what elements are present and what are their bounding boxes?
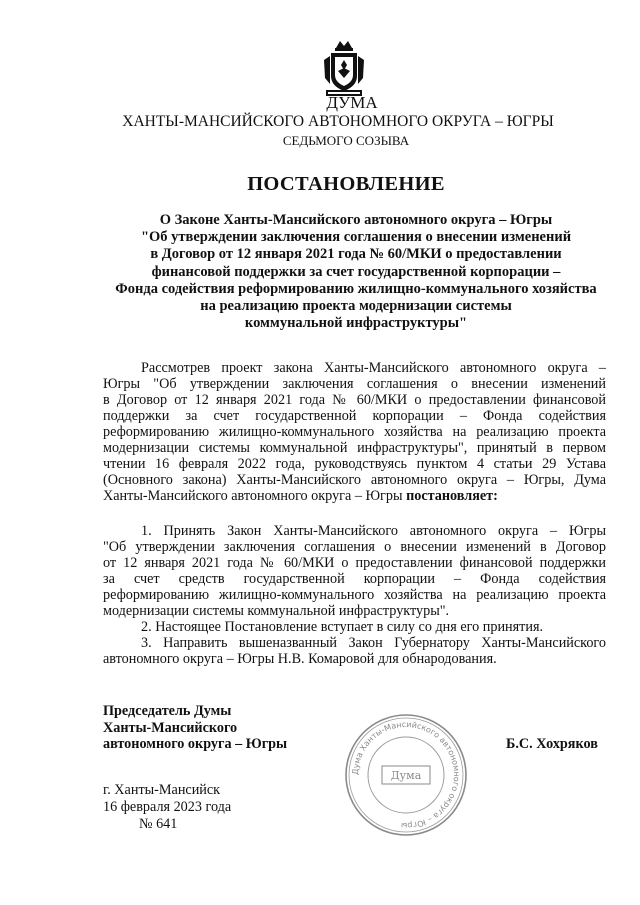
document-number: № 641 — [139, 816, 178, 832]
preamble-paragraph — [103, 360, 606, 504]
body-line: поддержки за счет государственной корпорации – Фонда содействия — [103, 408, 606, 424]
document-type: ПОСТАНОВЛЕНИЕ — [247, 173, 445, 195]
item-1-line: 1. Принять Закон Ханты-Мансийского автономного округа – Югры — [141, 523, 606, 539]
title-line: финансовой поддержки за счет государственной корпорации – — [151, 263, 561, 280]
coat-of-arms-icon — [322, 38, 366, 100]
document-title — [100, 212, 612, 332]
place: г. Ханты-Мансийск — [103, 782, 221, 798]
title-line: коммунальной инфраструктуры" — [244, 315, 468, 332]
official-seal — [340, 710, 472, 840]
body-line: в Договор от 12 января 2021 года № 60/МКИ о предоставлении финансовой — [103, 392, 606, 408]
resolution-verb: постановляет: — [406, 488, 498, 504]
item-1-line: от 12 января 2021 года № 60/МКИ о предоставлении финансовой поддержки — [103, 555, 606, 571]
item-3-line: 3. Направить вышеназванный Закон Губернатору Ханты-Мансийского — [141, 635, 606, 651]
body-line: чтении 16 февраля 2022 года, руководствуясь пунктом 4 статьи 29 Устава — [103, 456, 606, 472]
item-1-line: модернизации системы коммунальной инфраструктуры". — [103, 603, 450, 619]
signatory-position — [103, 703, 287, 753]
body-line: (Основного закона) Ханты-Мансийского автономного округа – Югры, Дума — [103, 472, 606, 488]
date: 16 февраля 2023 года — [103, 799, 232, 815]
title-line: О Законе Ханты-Мансийского автономного округа – Югры — [159, 212, 553, 228]
body-line: Рассмотрев проект закона Ханты-Мансийского автономного округа – — [141, 360, 606, 376]
item-1-line: реформированию жилищно-коммунального хозяйства на реализацию проекта — [103, 587, 606, 603]
title-line: на реализацию проекта модернизации системы — [200, 298, 512, 315]
title-line: "Об утверждении заключения соглашения о внесении изменений — [140, 229, 572, 246]
body-line: модернизации системы коммунальной инфраструктуры", принятый в первом — [103, 440, 606, 456]
position-line: автономного округа – Югры — [103, 736, 288, 752]
body-text: Ханты-Мансийского автономного округа – Югры — [103, 488, 403, 504]
title-line: в Договор от 12 января 2021 года № 60/МКИ о предоставлении — [150, 246, 562, 263]
resolution-items — [103, 523, 606, 667]
position-line: Ханты-Мансийского — [103, 719, 238, 736]
convocation: СЕДЬМОГО СОЗЫВА — [282, 133, 410, 148]
item-3-line: автономного округа – Югры Н.В. Комаровой для обнародования. — [103, 651, 497, 667]
item-1-line: за счет средств государственной корпорации – Фонда содействия — [103, 571, 606, 587]
title-line: Фонда содействия реформированию жилищно-коммунального хозяйства — [115, 280, 597, 297]
signatory-name: Б.С. Хохряков — [506, 736, 598, 752]
place-and-date — [103, 782, 231, 833]
seal-ring-text: Дума Ханты-Мансийского автономного округа – Югры — [350, 719, 462, 831]
body-line: реформированию жилищно-коммунального хозяйства на реализацию проекта — [103, 424, 606, 440]
body-line: Югры "Об утверждении заключения соглашения о внесении изменений — [103, 376, 606, 392]
item-1-line: "Об утверждении заключения соглашения о внесении изменений в Договор — [103, 539, 606, 555]
council-name: ДУМА — [326, 93, 378, 112]
item-2: 2. Настоящее Постановление вступает в силу со дня его принятия. — [141, 619, 544, 635]
seal-center-text: Дума — [390, 769, 422, 782]
region-name: ХАНТЫ-МАНСИЙСКОГО АВТОНОМНОГО ОКРУГА – ЮГРЫ — [122, 113, 554, 130]
position-line: Председатель Думы — [103, 703, 232, 719]
body-line-final — [103, 488, 606, 504]
